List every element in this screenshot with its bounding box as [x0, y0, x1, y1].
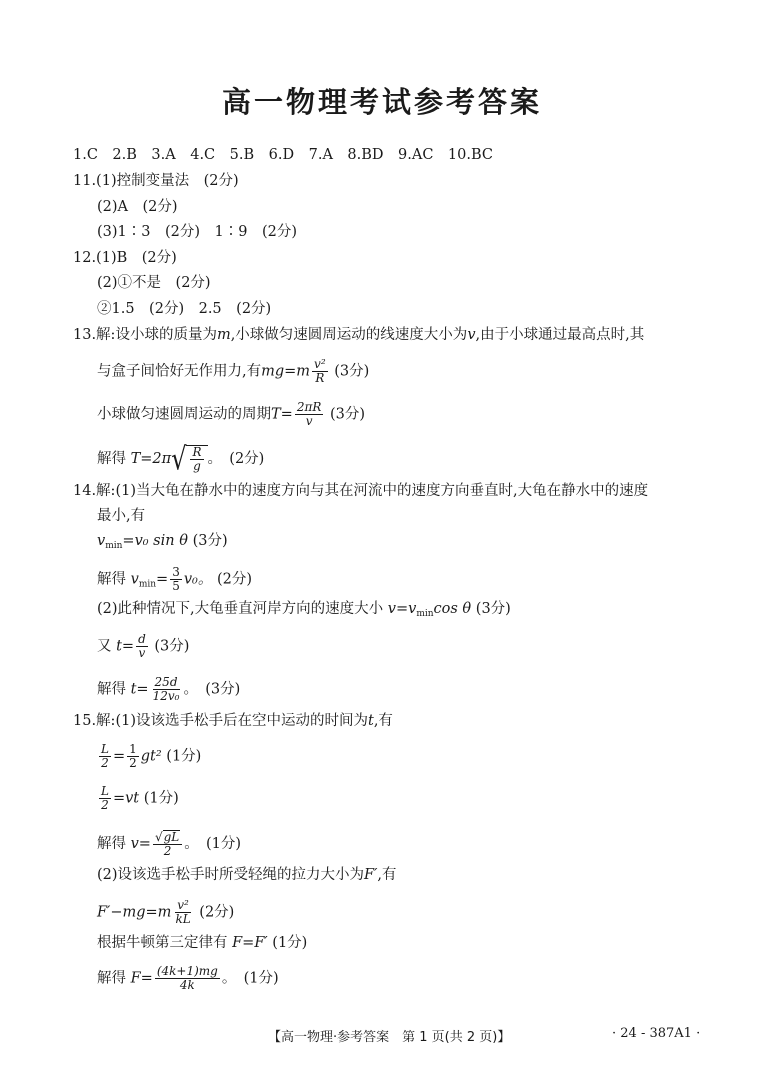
radical-sign-icon: √ — [171, 440, 187, 478]
fraction: $\frac{R}{g}$ — [192, 445, 202, 473]
q12-line-3: ②1.5 (2分) 2.5 (2分) — [97, 301, 272, 317]
fraction: $\frac{\text{v²}}{kL}$ — [175, 898, 191, 926]
q15-line-7: 根据牛顿第三定律有 F=F′ (1分) — [97, 935, 308, 951]
q15-line-1: 15.解:(1)设该选手松手后在空中运动的时间为t,有 — [73, 713, 393, 729]
choice-answers: 1.C 2.B 3.A 4.C 5.B 6.D 7.A 8.BD 9.AC 10.BC — [73, 147, 494, 163]
fraction: $\frac{1}{2}$ — [129, 742, 137, 770]
q13-line-2: 与盒子间恰好无作用力,有mg=m $\frac{\text{v²}}{R}$ (3分) — [97, 357, 370, 385]
q15-line-6: F′−mg=m $\frac{\text{v²}}{kL}$ (2分) — [97, 898, 235, 926]
q14-line-1: 14.解:(1)当大龟在静水中的速度方向与其在河流中的速度方向垂直时,大龟在静水中的速度 — [73, 483, 649, 499]
q15-line-4: 解得 v= $\frac{√gL}{2}$ 。 (1分) — [97, 830, 242, 858]
fraction: $\frac{d}{v}$ — [138, 632, 146, 660]
q14-line-6: 又 t= $\frac{d}{v}$ (3分) — [97, 632, 190, 660]
fraction: $\frac{3}{5}$ — [172, 565, 180, 593]
q14-line-4: 解得 $v_{min}=$ $\frac{3}{5}$ v₀。 (2分) — [97, 565, 252, 593]
fraction: $\frac{L}{2}$ — [101, 784, 109, 812]
q13-line-3: 小球做匀速圆周运动的周期T= $\frac{2\pi R}{v}$ (3分) — [97, 400, 366, 428]
page-title: 高一物理考试参考答案 — [221, 85, 542, 119]
q14-line-5: (2)此种情况下,大龟垂直河岸方向的速度大小 $v=v_{min}\cos$ θ (3分) — [97, 601, 511, 619]
q15-line-3: $\frac{L}{2}$ =vt (1分) — [101, 784, 179, 812]
fraction: $\frac{25d}{\text{12v₀}}$ — [152, 675, 180, 703]
q15-line-5: (2)设该选手松手时所受轻绳的拉力大小为F′,有 — [97, 867, 397, 883]
q13-line-1: 13.解:设小球的质量为m,小球做匀速圆周运动的线速度大小为v,由于小球通过最高点时,其 — [73, 327, 645, 343]
q11-line-3: (3)1∶3 (2分) 1∶9 (2分) — [97, 224, 298, 240]
document-code: · 24 - 387A1 · — [612, 1026, 701, 1041]
q14-line-2: 最小,有 — [97, 508, 146, 524]
q14-line-3: $v_{min}=v_0$ sin θ (3分) — [97, 533, 228, 551]
q11-line-1: 11.(1)控制变量法 (2分) — [73, 173, 239, 189]
q12-line-2: (2)①不是 (2分) — [97, 275, 211, 291]
q14-line-7: 解得 t= $\frac{25d}{\text{12v₀}}$ 。 (3分) — [97, 675, 241, 703]
fraction: $\frac{L}{2}$ — [101, 742, 109, 770]
square-root — [171, 440, 207, 478]
q12-line-1: 12.(1)B (2分) — [73, 250, 177, 266]
page-footer: 【高一物理·参考答案 第 1 页(共 2 页)】 — [268, 1030, 511, 1045]
fraction: $\frac{√gL}{2}$ — [153, 830, 182, 858]
fraction: $\frac{(4k+1)mg}{4k}$ — [156, 964, 218, 992]
fraction: $\frac{2\pi R}{v}$ — [296, 400, 322, 428]
q11-line-2: (2)A (2分) — [97, 199, 178, 215]
q15-line-2: $\frac{L}{2}$ = $\frac{1}{2}$ gt² (1分) — [101, 742, 202, 770]
fraction: $\frac{\text{v²}}{R}$ — [314, 357, 326, 385]
q15-line-8: 解得 F= $\frac{(4k+1)mg}{4k}$ 。 (1分) — [97, 964, 279, 992]
q13-line-4: 解得 T=2π √ $\frac{R}{g}$ 。 (2分) — [97, 440, 265, 478]
